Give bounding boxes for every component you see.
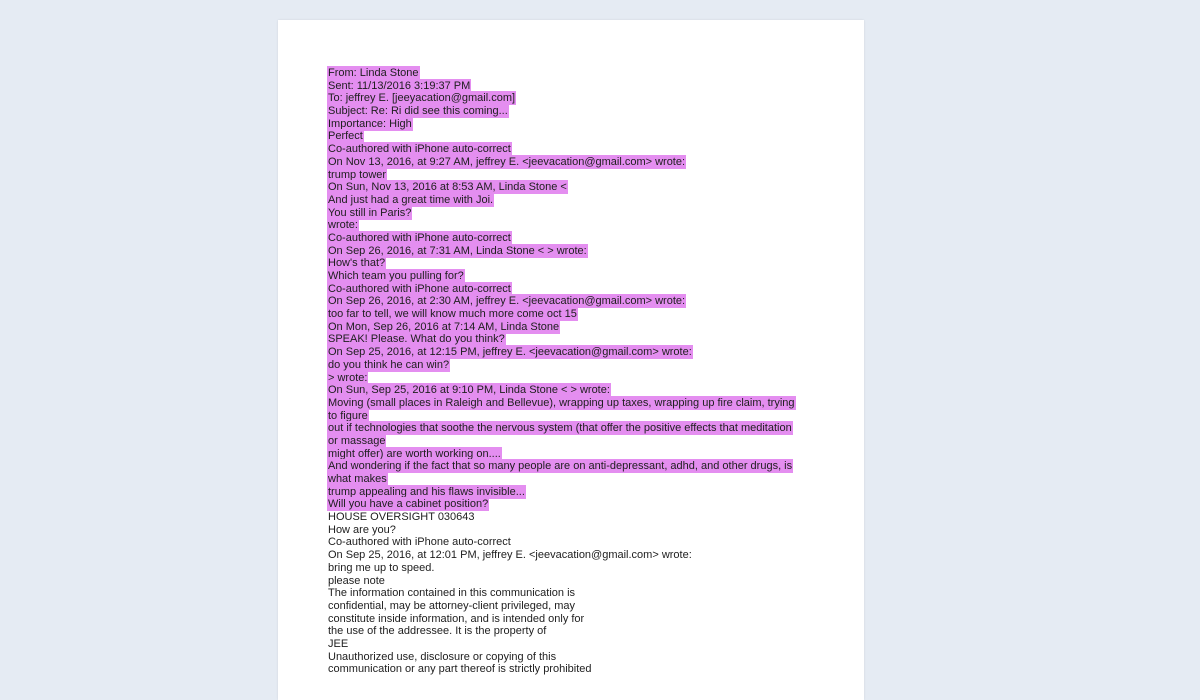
text-line: [328, 638, 828, 651]
text-line: [328, 524, 828, 537]
highlighted-text-line: [328, 118, 828, 131]
highlighted-text-line: [328, 346, 828, 359]
highlighted-text-line: [328, 105, 828, 118]
line-text: or massage: [328, 434, 386, 447]
line-text: Importance: High: [328, 117, 412, 130]
line-text: On Sun, Sep 25, 2016 at 9:10 PM, Linda Stone < > wrote:: [328, 384, 610, 397]
highlighted-text-line: [328, 219, 828, 232]
line-text: Co-authored with iPhone auto-correct: [328, 282, 511, 295]
text-line: [328, 613, 828, 626]
line-text: the use of the addressee. It is the property of: [328, 625, 547, 638]
highlighted-text-line: [328, 308, 828, 321]
highlighted-text-line: [328, 257, 828, 270]
line-text: Unauthorized use, disclosure or copying of this: [328, 650, 557, 663]
highlighted-text-line: [328, 232, 828, 245]
highlighted-text-line: [328, 422, 828, 435]
highlighted-text-line: [328, 130, 828, 143]
line-text: Perfect: [328, 130, 363, 143]
highlighted-text-line: [328, 486, 828, 499]
line-text: Co-authored with iPhone auto-correct: [328, 536, 511, 549]
highlighted-text-line: [328, 410, 828, 423]
line-text: On Mon, Sep 26, 2016 at 7:14 AM, Linda Stone: [328, 320, 560, 333]
text-line: [328, 663, 828, 676]
highlighted-text-line: [328, 473, 828, 486]
line-text: Co-authored with iPhone auto-correct: [328, 143, 511, 156]
line-text: On Sun, Nov 13, 2016 at 8:53 AM, Linda Stone <: [328, 181, 567, 194]
line-text: trump tower: [328, 168, 387, 181]
line-text: bring me up to speed.: [328, 561, 435, 574]
line-text: might offer) are worth working on....: [328, 447, 501, 460]
text-line: [328, 651, 828, 664]
line-text: Will you have a cabinet position?: [328, 498, 489, 511]
line-text: On Sep 25, 2016, at 12:15 PM, jeffrey E. <jeevacation@gmail.com> wrote:: [328, 346, 692, 359]
line-text: what makes: [328, 473, 387, 485]
text-line: [328, 575, 828, 588]
line-text: How's that?: [328, 257, 386, 270]
line-text: do you think he can win?: [328, 358, 450, 371]
line-text: please note: [328, 574, 385, 587]
line-text: Which team you pulling for?: [328, 270, 464, 282]
line-text: to figure: [328, 409, 368, 422]
highlighted-text-line: [328, 283, 828, 296]
highlighted-text-line: [328, 156, 828, 169]
highlighted-text-line: [328, 194, 828, 207]
line-text: On Sep 26, 2016, at 7:31 AM, Linda Stone < > wrote:: [328, 244, 587, 257]
text-line: [328, 511, 828, 524]
line-text: On Sep 26, 2016, at 2:30 AM, jeffrey E. <jeevacation@gmail.com> wrote:: [328, 295, 686, 308]
line-text: Moving (small places in Raleigh and Bellevue), wrapping up taxes, wrapping up fire claim, trying: [328, 396, 795, 409]
line-text: On Nov 13, 2016, at 9:27 AM, jeffrey E. <jeevacation@gmail.com> wrote:: [328, 155, 686, 168]
text-line: [328, 587, 828, 600]
line-text: wrote:: [328, 219, 358, 232]
highlighted-text-line: [328, 321, 828, 334]
line-text: And just had a great time with Joi.: [328, 193, 494, 206]
line-text: To: jeffrey E. [jeeyacation@gmail.com]: [328, 92, 516, 105]
line-text: trump appealing and his flaws invisible...: [328, 485, 525, 498]
highlighted-text-line: [328, 143, 828, 156]
text-line: [328, 562, 828, 575]
highlighted-text-line: [328, 169, 828, 182]
highlighted-text-line: [328, 372, 828, 385]
highlighted-text-line: [328, 67, 828, 80]
line-text: too far to tell, we will know much more come oct 15: [328, 308, 577, 321]
highlighted-text-line: [328, 207, 828, 220]
highlighted-text-line: [328, 384, 828, 397]
highlighted-text-line: [328, 448, 828, 461]
highlighted-text-line: [328, 397, 828, 410]
email-body: [328, 67, 828, 676]
text-line: [328, 600, 828, 613]
line-text: The information contained in this communication is: [328, 587, 576, 600]
line-text: SPEAK! Please. What do you think?: [328, 333, 505, 346]
line-text: How are you?: [328, 523, 396, 536]
line-text: HOUSE OVERSIGHT 030643: [328, 511, 475, 524]
line-text: Sent: 11/13/2016 3:19:37 PM: [328, 79, 471, 92]
highlighted-text-line: [328, 333, 828, 346]
highlighted-text-line: [328, 359, 828, 372]
line-text: out if technologies that soothe the nervous system (that offer the positive effects that meditation: [328, 422, 792, 435]
highlighted-text-line: [328, 92, 828, 105]
text-line: [328, 625, 828, 638]
highlighted-text-line: [328, 245, 828, 258]
line-text: Co-authored with iPhone auto-correct: [328, 231, 511, 244]
line-text: JEE: [328, 637, 349, 650]
line-text: On Sep 25, 2016, at 12:01 PM, jeffrey E. <jeevacation@gmail.com> wrote:: [328, 549, 692, 562]
line-text: Subject: Re: Ri did see this coming...: [328, 105, 508, 118]
line-text: You still in Paris?: [328, 206, 412, 219]
text-line: [328, 549, 828, 562]
highlighted-text-line: [328, 270, 828, 283]
document-page: [278, 20, 864, 700]
highlighted-text-line: [328, 498, 828, 511]
highlighted-text-line: [328, 460, 828, 473]
highlighted-text-line: [328, 295, 828, 308]
highlighted-text-line: [328, 181, 828, 194]
line-text: communication or any part thereof is strictly prohibited: [328, 663, 592, 676]
line-text: confidential, may be attorney-client privileged, may: [328, 599, 576, 612]
highlighted-text-line: [328, 80, 828, 93]
line-text: And wondering if the fact that so many people are on anti-depressant, adhd, and other drugs, is: [328, 460, 793, 473]
highlighted-text-line: [328, 435, 828, 448]
text-line: [328, 536, 828, 549]
line-text: > wrote:: [328, 371, 368, 384]
line-text: From: Linda Stone: [328, 67, 419, 79]
line-text: constitute inside information, and is intended only for: [328, 612, 585, 625]
